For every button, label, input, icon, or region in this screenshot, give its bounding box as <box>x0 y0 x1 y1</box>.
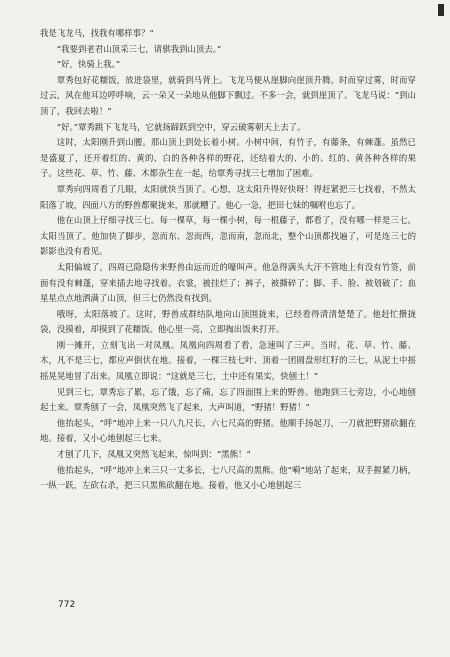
paragraph: 见到三七，覃秀忘了累，忘了饿，忘了痛，忘了四面围上来的野兽。他跑到三七旁边，小心地刨起土来。覃秀刨了一会，凤凰突然飞了起来，大声叫道，“野猪！野猪！” <box>40 386 416 413</box>
paragraph: 刚一摊开，立刻飞出一对凤凰。凤凰向四周看了看，急速叫了三声。当时，花、草、竹、藤、木，凡不是三七，都应声倒伏在地。接着，一棵三枝七叶、顶着一团圆盘形红籽的三七，从泥土中摇摇晃晃地冒了出来。凤凰立即说：“这就是三七，土中还有果实，快刨土！” <box>40 339 416 382</box>
paragraph: 覃秀包好花糯饭，放进袋里，就骑到马背上。飞龙马便从崖脚向崖顶升腾。时而穿过雾，时而穿过云，风在他耳边呼呼响，云一朵又一朵地从他脚下飘过。不多一会，就到崖顶了。飞龙马说：“到山顶了，我回去啦！” <box>40 74 416 116</box>
page-body <box>40 26 416 494</box>
paragraph: 他在山顶上仔细寻找三七。每一棵草，每一棵小树，每一根藤子，都看了，没有哪一样是三七。太阳当顶了。他加快了脚步，忽而东、忽而西，忽而南，忽而北，整个山顶都找遍了，可是连三七的影影也没有看见。 <box>40 215 416 257</box>
page-number: 772 <box>58 600 76 610</box>
paragraph: 这时，太阳刚升到山腰。那山顶上到处长着小树。小树中间，有竹子，有藤条，有棘蓬。虽然已是盛夏了，还开着红的、黄的、白的各种各样的野花，还结着大的、小的、红的、黄各种各样的果子。这些花、草、竹、藤、木都杂生在一起，给覃秀寻找三七增加了困难。 <box>40 137 416 179</box>
paragraph: “好。”覃秀跳下飞龙马，它就扬蹄跃到空中，穿云破雾朝天上去了。 <box>56 121 306 132</box>
paragraph: “我要到老君山顶采三七，请骐我到山顶去。” <box>56 43 222 54</box>
paragraph: 太阳偏坡了，四周已隐隐传来野兽由远而近的嚎叫声。他急得满头大汗不管地上有没有竹签，前面有没有棘蓬，穿来插去地寻找着。衣裳，被挂烂了；裤子，被撕碎了；脚、手、脸、被划破了；血星星点点地洒满了山顶，但三七仍然没有找到。 <box>40 261 416 304</box>
paragraph: 覃秀向四周看了几眼，太阳就快当顶了。心想，这太阳升得好快呀！得赶紧把三七找着，不然太阳落了坡，四面八方的野兽都聚拢来，那就糟了。他心一急，把田七妹的嘱咐也忘了。 <box>40 183 416 210</box>
paragraph: 他抬起头，“呼”地冲上来一只八九尺长，六七尺高的野猪。他顺手扬起刀，一刀就把野猪砍翻在地。接着，又小心地刨起三七来。 <box>40 417 416 444</box>
paragraph: 哦呀，太阳落坡了。这时，野兽成群结队地向山顶围拢来，已经看得清清楚楚了。他赶忙攒拢袋，没摸着，却摸到了花糯饭。他心里一亮，立即掏出饭来打开。 <box>40 308 416 335</box>
paragraph: 他抬起头，“呼”地冲上来三只一丈多长，七八尺高的黑熊。他“嗬”地站了起来，双手握紧刀柄，一纵一跃，左砍右杀，把三只黑熊砍翻在地。接着，他又小心地刨起三 <box>40 464 416 491</box>
paragraph: 我是飞龙马，找我有哪样事？” <box>40 28 154 38</box>
paragraph: 才刨了几下，凤凰又突然飞起来，惊叫到：“黑熊！” <box>56 449 251 460</box>
paragraph: “好，快骑上我。” <box>56 59 121 70</box>
scan-edge-mark <box>438 4 444 16</box>
